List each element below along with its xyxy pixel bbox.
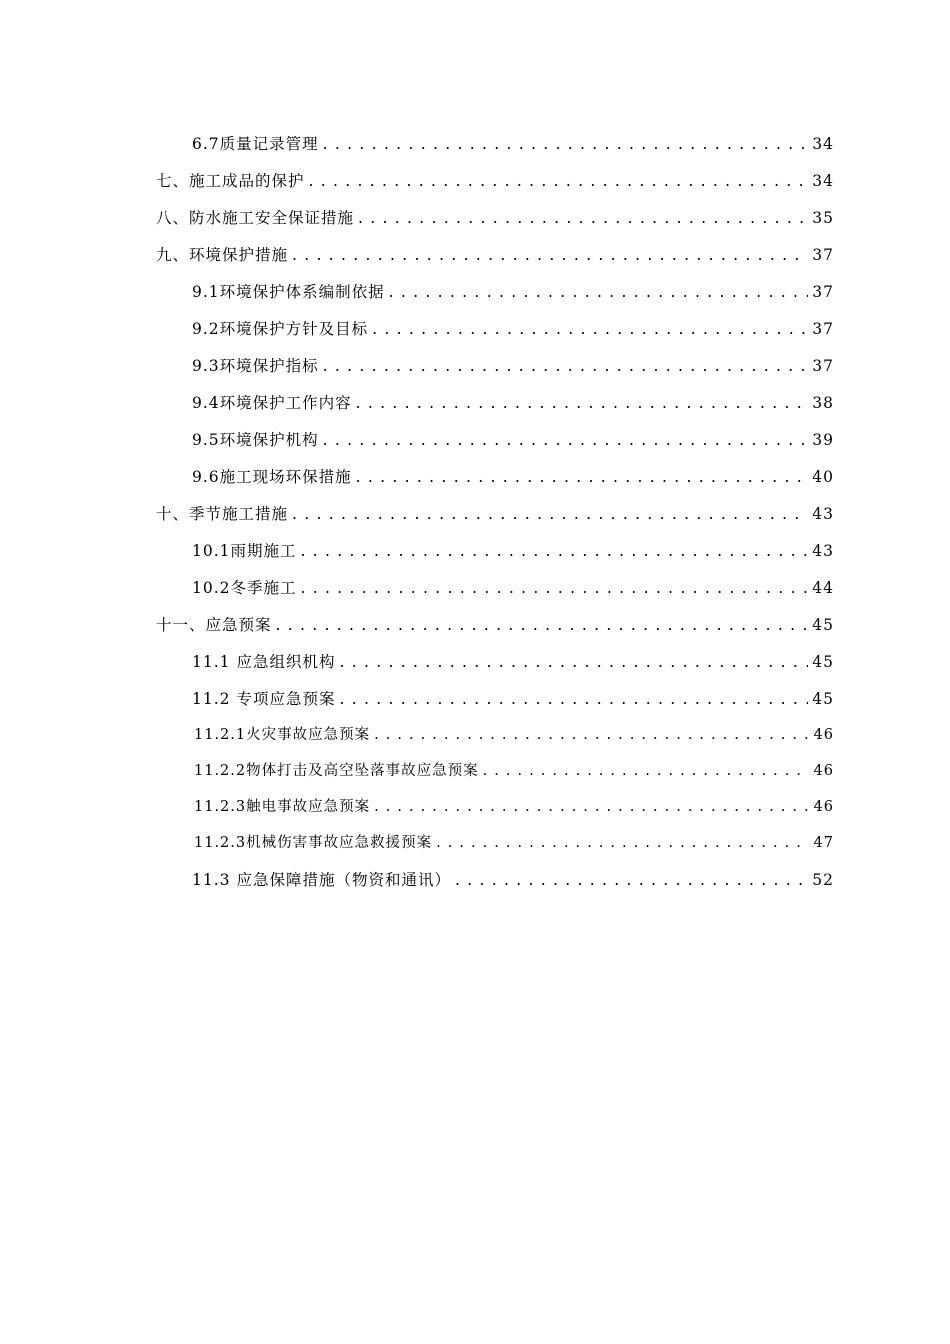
toc-entry-page: 45 — [812, 690, 834, 708]
toc-entry-title: 11.2.2物体打击及高空坠落事故应急预案 — [194, 763, 479, 779]
toc-entry-title: 八、防水施工安全保证措施 — [156, 209, 355, 227]
toc-entry-title: 11.1 应急组织机构 — [192, 653, 336, 671]
toc-entry-9-6[interactable] — [192, 457, 834, 487]
toc-entry-title: 9.3环境保护指标 — [192, 357, 319, 375]
toc-entry-10-1[interactable] — [192, 531, 834, 561]
toc-dot-leader — [301, 541, 808, 561]
toc-dot-leader — [323, 356, 808, 376]
toc-entry-page: 37 — [812, 357, 834, 375]
toc-entry-chapter-8[interactable] — [156, 198, 834, 228]
toc-entry-page: 46 — [813, 763, 834, 779]
toc-entry-10-2[interactable] — [192, 568, 834, 598]
toc-entry-page: 35 — [812, 209, 834, 227]
toc-entry-title: 11.3 应急保障措施（物资和通讯） — [192, 871, 451, 889]
toc-entry-page: 46 — [813, 799, 834, 815]
toc-entry-title: 9.4环境保护工作内容 — [192, 394, 352, 412]
toc-entry-chapter-10[interactable] — [156, 494, 834, 524]
toc-dot-leader — [309, 171, 808, 191]
toc-entry-page: 34 — [812, 172, 834, 190]
toc-entry-page: 37 — [812, 283, 834, 301]
toc-dot-leader — [356, 467, 808, 487]
toc-entry-page: 37 — [812, 246, 834, 264]
toc-entry-11-2-3-electric[interactable] — [194, 787, 834, 817]
toc-dot-leader — [358, 208, 808, 228]
toc-entry-11-1[interactable] — [192, 642, 834, 672]
toc-entry-title: 10.1雨期施工 — [192, 542, 297, 560]
toc-dot-leader — [301, 578, 808, 598]
toc-dot-leader — [374, 797, 808, 817]
toc-dot-leader — [323, 430, 808, 450]
toc-entry-11-2[interactable] — [192, 679, 834, 709]
toc-entry-9-3[interactable] — [192, 346, 834, 376]
toc-entry-title: 9.1环境保护体系编制依据 — [192, 283, 385, 301]
toc-entry-9-5[interactable] — [192, 420, 834, 450]
toc-entry-page: 45 — [812, 616, 834, 634]
toc-entry-title: 9.5环境保护机构 — [192, 431, 319, 449]
toc-entry-page: 45 — [812, 653, 834, 671]
toc-entry-page: 52 — [812, 871, 834, 889]
toc-entry-title: 9.6施工现场环保措施 — [192, 468, 352, 486]
toc-entry-page: 47 — [813, 835, 834, 851]
toc-entry-11-2-3-machinery[interactable] — [194, 823, 834, 853]
toc-dot-leader — [339, 652, 808, 672]
toc-entry-chapter-7[interactable] — [156, 161, 834, 191]
toc-entry-page: 40 — [812, 468, 834, 486]
toc-entry-page: 34 — [812, 135, 834, 153]
toc-entry-title: 十一、应急预案 — [156, 616, 272, 634]
toc-entry-6-7[interactable] — [192, 124, 834, 154]
toc-entry-11-3[interactable] — [192, 860, 834, 890]
toc-entry-page: 38 — [812, 394, 834, 412]
toc-dot-leader — [323, 134, 808, 154]
toc-dot-leader — [374, 725, 808, 745]
toc-entry-9-2[interactable] — [192, 309, 834, 339]
toc-dot-leader — [455, 870, 808, 890]
toc-dot-leader — [292, 245, 808, 265]
toc-entry-11-2-2[interactable] — [194, 751, 834, 781]
toc-entry-11-2-1[interactable] — [194, 715, 834, 745]
toc-entry-page: 46 — [813, 727, 834, 743]
toc-dot-leader — [436, 833, 808, 853]
toc-entry-page: 39 — [812, 431, 834, 449]
toc-entry-title: 11.2.1火灾事故应急预案 — [194, 727, 371, 743]
toc-dot-leader — [292, 504, 808, 524]
toc-entry-page: 37 — [812, 320, 834, 338]
toc-entry-chapter-11[interactable] — [156, 605, 834, 635]
toc-entry-title: 九、环境保护措施 — [156, 246, 289, 264]
toc-dot-leader — [276, 615, 808, 635]
toc-dot-leader — [356, 393, 808, 413]
toc-dot-leader — [389, 282, 808, 302]
toc-entry-page: 43 — [812, 505, 834, 523]
toc-entry-title: 10.2冬季施工 — [192, 579, 297, 597]
toc-entry-9-1[interactable] — [192, 272, 834, 302]
toc-entry-page: 44 — [812, 579, 834, 597]
toc-entry-page: 43 — [812, 542, 834, 560]
toc-entry-title: 七、施工成品的保护 — [156, 172, 305, 190]
toc-entry-title: 9.2环境保护方针及目标 — [192, 320, 369, 338]
toc-entry-title: 11.2.3触电事故应急预案 — [194, 799, 371, 815]
toc-dot-leader — [372, 319, 808, 339]
toc-dot-leader — [483, 761, 808, 781]
toc-entry-title: 11.2.3机械伤害事故应急救援预案 — [194, 835, 433, 851]
toc-entry-chapter-9[interactable] — [156, 235, 834, 265]
toc-entry-9-4[interactable] — [192, 383, 834, 413]
toc-entry-title: 11.2 专项应急预案 — [192, 690, 336, 708]
toc-dot-leader — [339, 689, 808, 709]
toc-entry-title: 6.7质量记录管理 — [192, 135, 319, 153]
toc-entry-title: 十、季节施工措施 — [156, 505, 289, 523]
